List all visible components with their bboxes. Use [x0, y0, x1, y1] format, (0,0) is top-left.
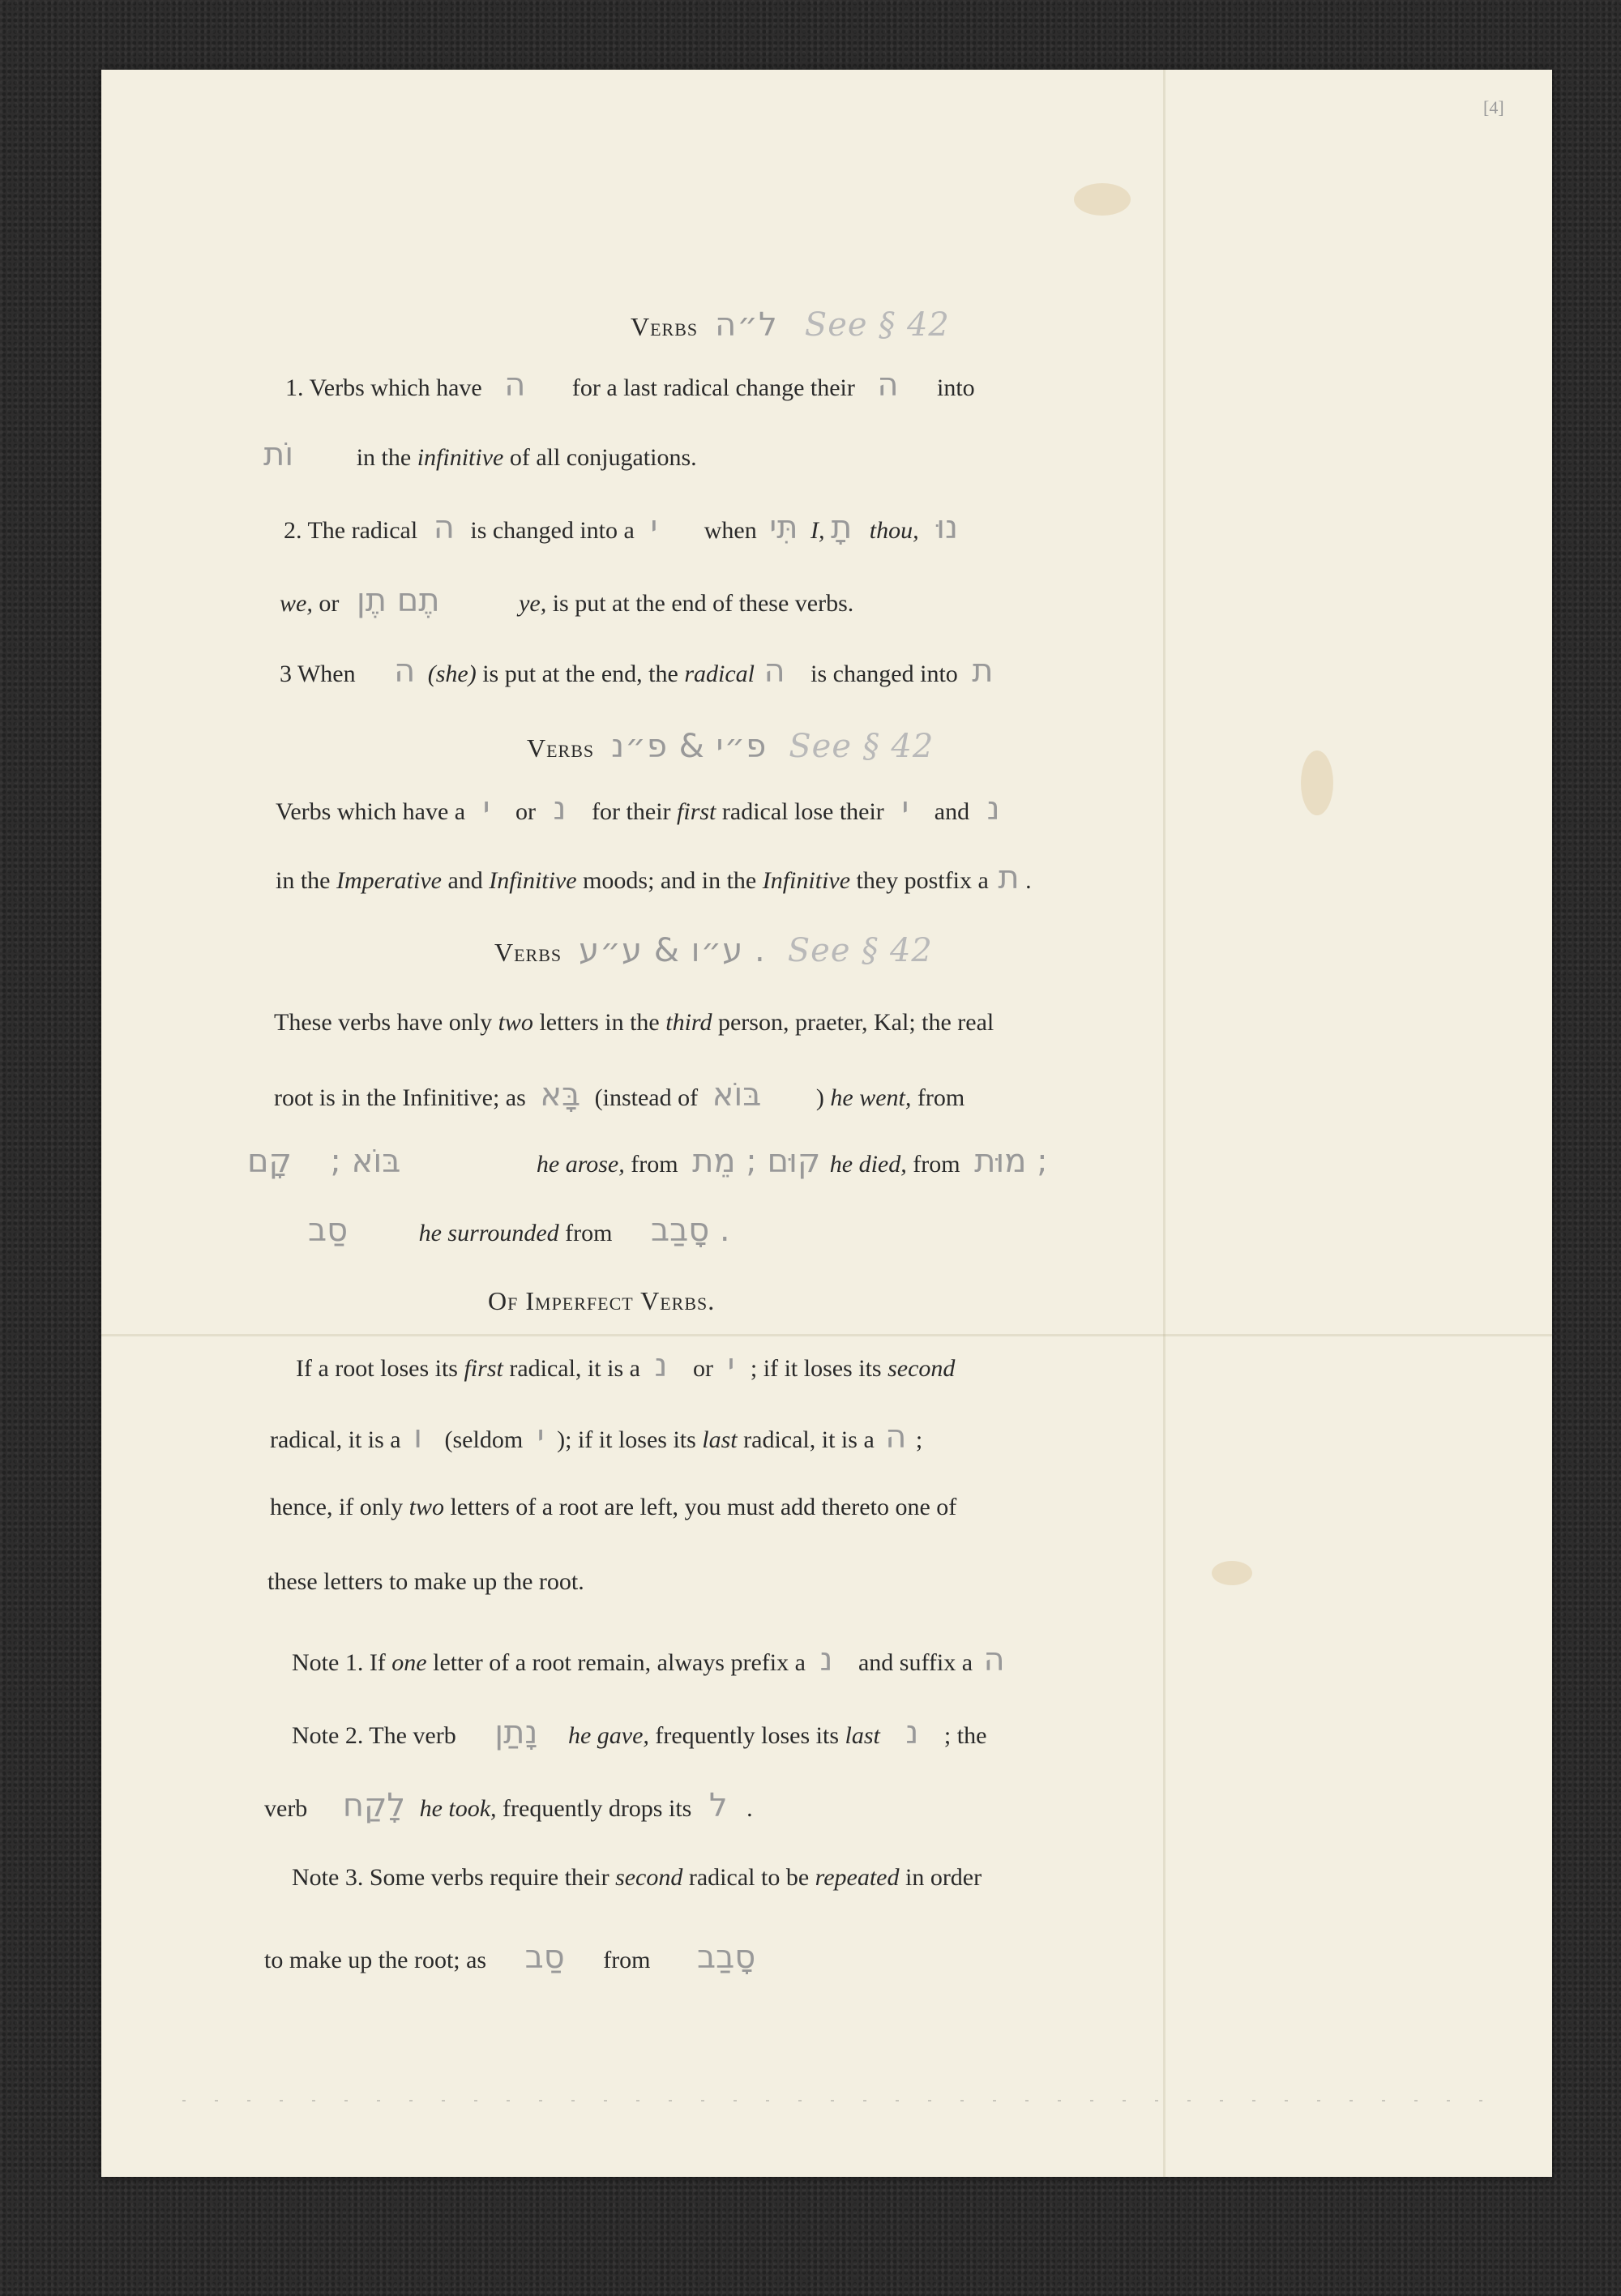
text-line: וֹת in the infinitive of all conjugations. [263, 436, 697, 473]
heading-verbs-lamed-he: Verbs ל״ה See § 42 [631, 306, 950, 344]
heading-verbs-ayin-vav: Verbs ע״ו & ע״ע . See § 42 [494, 932, 933, 969]
text-line: Note 2. The verb נָתַן he gave, frequently loses its last נ ; the [292, 1714, 987, 1751]
text-line: verb לָקַח he took, frequently drops its ל . [264, 1787, 753, 1824]
text-line: סַב he surrounded from סָבַב . [308, 1212, 730, 1249]
text-line: If a root loses its first radical, it is a נ or י ; if it loses its second [296, 1347, 956, 1384]
text-line: Note 3. Some verbs require their second radical to be repeated in order [292, 1864, 982, 1891]
text-line: 2. The radical ה is changed into a י when תִּי I, תָ thou, נוּ [284, 509, 959, 546]
text-line: בּוֹא ; קָם he arose, from קוּם ; מֵת he died, from מוּת ; [247, 1143, 1048, 1180]
text-line: 1. Verbs which have ה for a last radical change their ה into [285, 366, 975, 404]
text-line: 3 When ה (she) is put at the end, the radical ה is changed into ת [280, 652, 994, 690]
page-number: [4] [1483, 97, 1504, 118]
text-line: These verbs have only two letters in the third person, praeter, Kal; the real [274, 1009, 994, 1036]
text-line: radical, it is a ו (seldom י ); if it loses its last radical, it is a ה ; [270, 1418, 923, 1456]
text-line: root is in the Infinitive; as בָּא (instead of בּוֹא ) he went, from [274, 1076, 965, 1114]
text-line: these letters to make up the root. [267, 1568, 584, 1595]
bottom-dotted-line [182, 2100, 1495, 2101]
heading-imperfect-verbs: Of Imperfect Verbs. [488, 1286, 716, 1315]
text-line: we, or תֶם תֶן ye, is put at the end of these verbs. [280, 582, 854, 619]
text-line: Verbs which have a י or נ for their first radical lose their י and נ [276, 790, 1000, 827]
text-line: in the Imperative and Infinitive moods; and in the Infinitive they postfix a ת . [276, 859, 1032, 896]
text-line: hence, if only two letters of a root are left, you must add thereto one of [270, 1494, 957, 1520]
heading-verbs-pe-yod: Verbs פ״י & פ״נ See § 42 [527, 728, 935, 765]
text-line: to make up the root; as סַב from סָבַב [264, 1939, 756, 1976]
text-line: Note 1. If one letter of a root remain, always prefix a נ and suffix a ה [292, 1641, 1005, 1678]
